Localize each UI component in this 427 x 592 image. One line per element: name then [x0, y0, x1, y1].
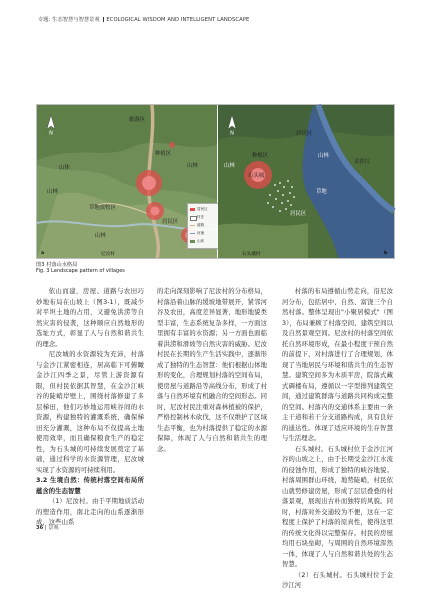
legend-item-road: 道路 — [197, 223, 205, 227]
text-column-3 — [282, 287, 393, 589]
legend-item-mountain: 山体 — [197, 239, 205, 243]
north-arrow-icon — [43, 113, 59, 135]
figure-3 — [36, 104, 395, 259]
label-residential-area-right-1: 居民区 — [296, 131, 313, 137]
journal-name: | 景观 — [44, 525, 59, 531]
label-residential-area: 居民区 — [162, 219, 179, 225]
legend-item-residential: 居民区 — [197, 207, 208, 211]
label-planting-area-right: 种植区 — [252, 153, 269, 159]
map-right-caption: 石头城村 — [242, 252, 261, 257]
legend-swatch-river — [190, 233, 195, 234]
svg-text:N: N — [49, 130, 53, 137]
map-left-caption: 尼汝村 — [101, 252, 115, 257]
page-number: 36 — [36, 525, 44, 531]
label-jinsha-river: 金沙江 — [354, 159, 371, 165]
header-left: 专题: 生态智慧与智慧景观 — [38, 17, 100, 23]
map-left-number: a — [41, 251, 45, 256]
text-column-2 — [157, 287, 267, 455]
map-shitoucheng-terrain — [218, 105, 394, 258]
col3-paragraph-3: （2）石头城村。石头城村位于金沙江河 — [282, 571, 393, 589]
label-tourism-area: 旅游区 — [129, 117, 146, 123]
running-header — [38, 16, 249, 23]
label-forest-right-1: 山林 — [224, 163, 235, 169]
legend-swatch-residential — [190, 208, 195, 211]
label-forest-2: 山林 — [47, 189, 58, 195]
col1-paragraph-2: 尼汝城的水资源较为充沛，村落与金沙江紧密相连，居高临下可俯瞰金沙江四季之景，尽管上游资源有限，但村民依据其智慧，在金沙江峡谷的陡峭岸壁上，围绕村落修建了多层梯田，他们巧妙地运用峡谷间的水资源，构建独特的灌溉系统，确保梯田充分灌溉，这种布局不仅提高土地使用效率，而且确保粮食生产的稳定性，为石头城的可持续发展奠定了基础，通过科学的水资源管理，尼汝城实现了水资源的可持续利用。 — [36, 351, 144, 474]
label-grazing-area: 草地放牧区 — [89, 205, 116, 211]
legend-item-river: 河流 — [197, 231, 205, 235]
label-residential-area-right-2: 居民区 — [290, 211, 307, 217]
section-heading-3-2: 3.2 生境自然：传统村落空间布局所蕴含的生态智慧 — [36, 477, 144, 495]
label-grassland: 草地 — [316, 189, 327, 195]
legend-item-village: 村庄 — [197, 215, 205, 219]
label-forest-right-2: 山林 — [318, 153, 329, 159]
figure-caption-en: Fig. 3 Landscape pattern of villages — [36, 268, 125, 274]
label-shitoucheng: 石头城 — [248, 173, 265, 179]
svg-text:N: N — [230, 130, 234, 137]
text-column-1 — [36, 287, 144, 526]
label-planting-area: 种植区 — [155, 151, 172, 157]
map-right-number: b — [384, 251, 388, 256]
col3-paragraph-1: 村落的布局遵循山势走向，沿尼汝河分布，包括居中、自然、富饶三个自然村落。整体呈现出"小聚居模式"（图3），布局兼顾了村落空间、建筑空间以及自然景观空间。尼汝村的村落空间依托自然环境形成，在最小程度干预自然的前提下，对村落进行了合理规划，体现了当地居民与环境和谐共生的生态智慧。建筑空间多为木质平房，院落式藏式碉楼布局，遵循以一字型排列建筑空间，通过建筑群落与道路共同构成完整的空间。村落内的交通体系主要由一条主干道和若干分支道路构成，具有良好的通达性。体现了适应环境的生存智慧与生活理念。 — [282, 288, 393, 442]
legend-swatch-village — [190, 216, 197, 221]
label-forest-1: 山林 — [187, 163, 198, 169]
col3-paragraph-2: 石头城村。石头城村位于金沙江河谷的山坡之上，由于长期受金沙江水流的侵蚀作用，形成了独特的峡谷地貌。村落周围群山环绕，地势陡峭，村民依山就势修建房屋，形成了层层叠叠的村落景观，展现出古朴而独特的风貌。同时，村落对外交通较为不便，这在一定程度上保护了村落的原真性，使得这里的传统文化得以完整保存。村民的房屋均用石块垒砌，与周围的自然环境浑然一体，体现了人与自然和谐共处的生态智慧。 — [282, 445, 393, 568]
north-arrow-icon-right — [224, 113, 240, 135]
figure-caption-cn: 图3 村落山水格局 — [36, 262, 78, 268]
header-right: ECOLOGICAL WISDOM AND INTELLIGENT LANDSCAPE — [106, 17, 250, 23]
col1-paragraph-1: 依山而建，房屋、道路与农田巧妙地布局在山坡上（图3-1），既减少对平坦土地的占用，又避免洪涝等自然灾害的侵袭，这种顺应自然地形的选址方式，彰显了人与自然和谐共生的理念。 — [36, 288, 144, 348]
legend-swatch-mountain — [190, 240, 195, 243]
col1-paragraph-3: （1）尼汝村。由于平期地质活动的塑造作用，南北走向的山系逐渐形成，这些山系 — [36, 498, 144, 526]
label-mountain: 山体 — [59, 165, 70, 171]
header-divider — [103, 17, 104, 22]
legend-swatch-road — [190, 225, 195, 226]
label-forest-3: 山林 — [95, 233, 106, 239]
col2-paragraph-1: 的走向深刻影响了尼汝村的分布格局，村落沿着山脉的缓坡地带展开，紧邻河谷及农田，高度差异显著，地形地貌类型丰富，生态系统复杂多样，一方面这里拥有丰富的水资源；另一方面也面临着洪涝和滑坡等自然灾害的威胁。尼汝村民在长期的生产生活实践中，逐渐形成了独特的生态智慧：他们根据山体地形的变化，合理规划村落的空间布局，使房屋与道路沿等高线分布，形成了村落与自然环境有机融合的空间形态。同时，尼汝村民注重对森林植被的保护，严格控制林木砍伐，这不仅维护了区域生态平衡，也为村落提供了稳定的水源保障，体现了人与自然和谐共生的理念。 — [157, 288, 267, 453]
map-shitoucheng — [218, 105, 394, 258]
page-footer — [36, 524, 59, 531]
